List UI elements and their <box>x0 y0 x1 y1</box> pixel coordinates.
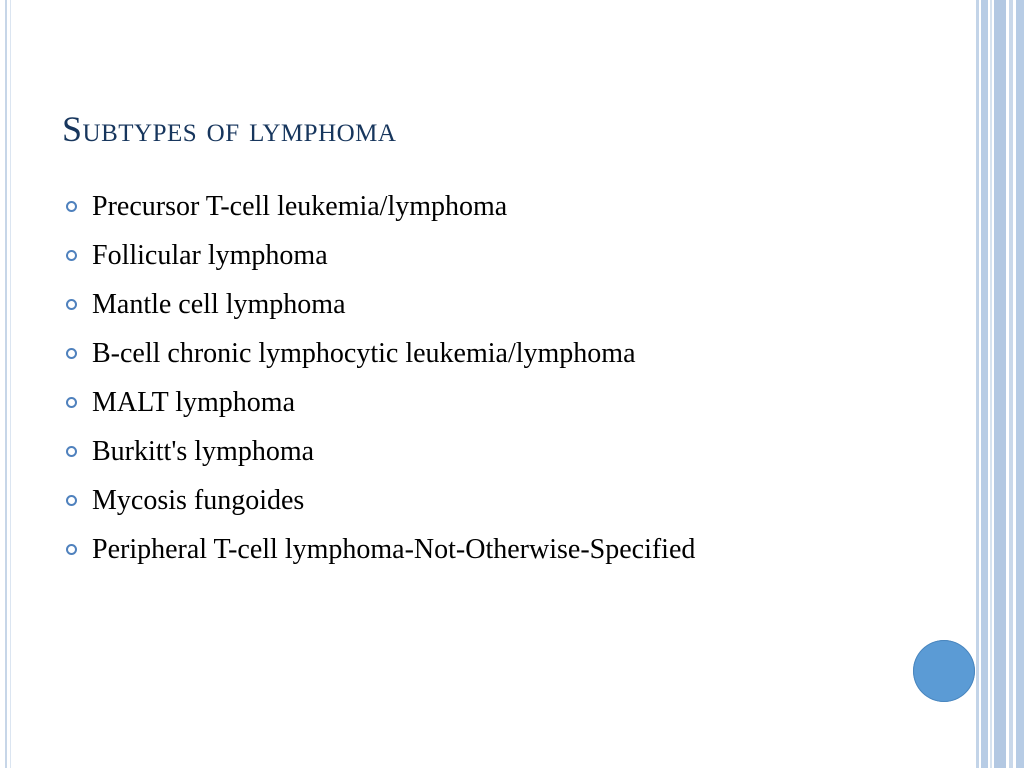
bullet-text: Follicular lymphoma <box>92 240 328 271</box>
ring-bullet-icon <box>66 446 77 457</box>
bullet-list <box>62 188 882 580</box>
ring-bullet-icon <box>66 397 77 408</box>
circle-decoration-icon <box>913 640 975 702</box>
right-stripe <box>1009 0 1013 768</box>
right-stripe <box>976 0 979 768</box>
ring-bullet-icon <box>66 250 77 261</box>
slide-title: Subtypes of lymphoma <box>62 109 397 149</box>
ring-bullet-icon <box>66 544 77 555</box>
bullet-item <box>62 482 882 520</box>
ring-bullet-icon <box>66 299 77 310</box>
bullet-item <box>62 286 882 324</box>
bullet-item <box>62 433 882 471</box>
bullet-text: Peripheral T-cell lymphoma-Not-Otherwise-Specified <box>92 534 696 565</box>
bullet-text: MALT lymphoma <box>92 387 296 418</box>
bullet-text: Mantle cell lymphoma <box>92 289 346 320</box>
bullet-text: Burkitt's lymphoma <box>92 436 315 467</box>
left-border-line-thin <box>10 0 11 768</box>
bullet-text: Precursor T-cell leukemia/lymphoma <box>92 191 508 222</box>
right-stripe <box>981 0 988 768</box>
ring-bullet-icon <box>66 348 77 359</box>
right-stripe <box>994 0 1006 768</box>
bullet-item <box>62 188 882 226</box>
bullet-item <box>62 531 812 569</box>
ring-bullet-icon <box>66 201 77 212</box>
bullet-item <box>62 237 882 275</box>
bullet-text: Mycosis fungoides <box>92 485 305 516</box>
right-stripe <box>1016 0 1024 768</box>
right-stripe <box>990 0 992 768</box>
bullet-item <box>62 335 882 373</box>
ring-bullet-icon <box>66 495 77 506</box>
bullet-text: B-cell chronic lymphocytic leukemia/lymphoma <box>92 338 636 369</box>
left-border-line <box>5 0 7 768</box>
bullet-item <box>62 384 882 422</box>
